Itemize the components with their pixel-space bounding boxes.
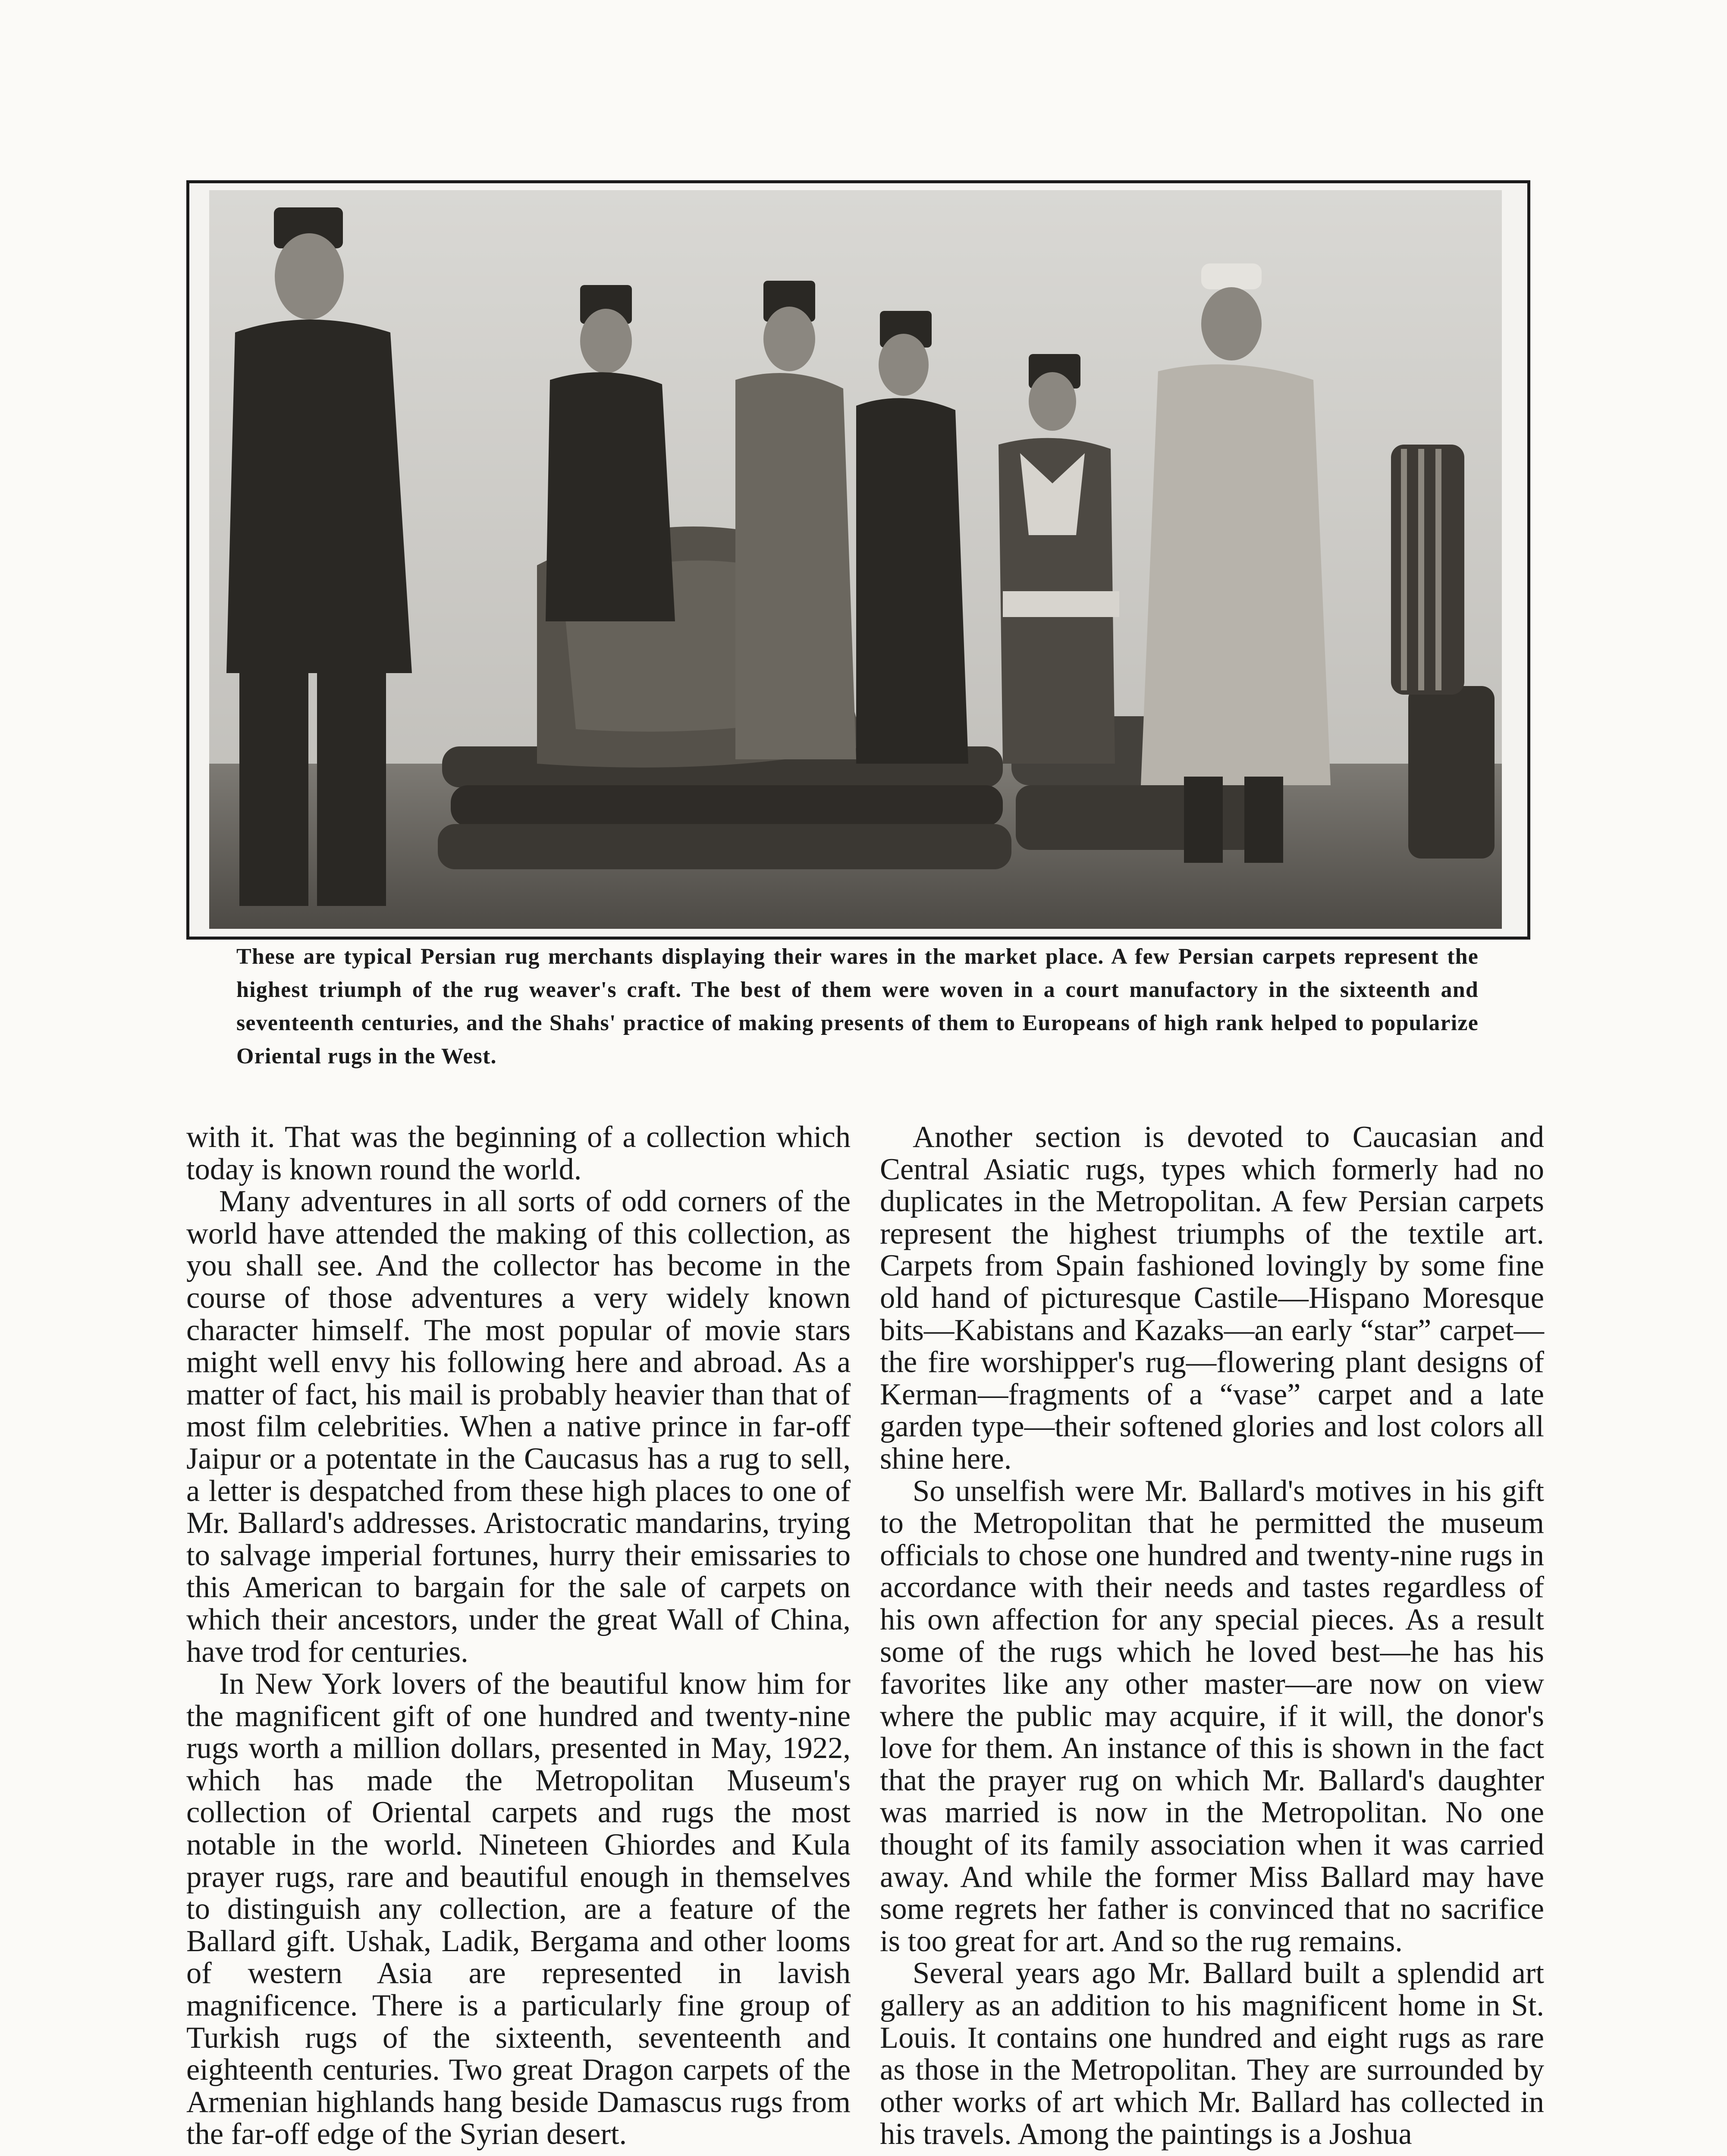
right-text-column xyxy=(880,1121,1544,2150)
paragraph: In New York lovers of the beautiful know him for the magnificent gift of one hundred and twenty-nine rugs worth a million dollars, presented in May, 1922, which has made the Metropolitan Museum's collection of Oriental carpets and rugs the most notable in the world. Nineteen Ghiordes and Kula prayer rugs, rare and beautiful enough in themselves to distinguish any collection, are a feature of the Ballard gift. Ushak, Ladik, Bergama and other looms of western Asia are represented in lavish magnificence. There is a particularly fine group of Turkish rugs of the sixteenth, seventeenth and eighteenth centuries. Two great Dragon carpets of the Armenian highlands hang beside Damascus rugs from the far-off edge of the Syrian desert. xyxy=(186,1667,851,2151)
photo-caption: These are typical Persian rug merchants displaying their wares in the market place. A few Persian carpets represent the highest triumph of the rug weaver's craft. The best of them were woven in a court manufactory in the sixteenth and seventeenth centuries, and the Shahs' practice of making presents of them to Europeans of high rank helped to popularize Oriental rugs in the West. xyxy=(236,944,1479,1069)
paragraph: with it. That was the beginning of a collection which today is known round the world. xyxy=(186,1120,851,1186)
rug-merchants-photo xyxy=(209,190,1502,929)
paragraph: Several years ago Mr. Ballard built a splendid art gallery as an addition to his magnificent home in St. Louis. It contains one hundred and eight rugs as rare as those in the Metropolitan. They are surrounded by other works of art which Mr. Ballard has collected in his travels. Among the paintings is a Joshua xyxy=(880,1956,1544,2151)
paragraph: Another section is devoted to Caucasian and Central Asiatic rugs, types which formerly had no duplicates in the Metropolitan. A few Persian carpets represent the highest triumphs of the textile art. Carpets from Spain fashioned lovingly by some fine old hand of picturesque Castile—Hispano Moresque bits—Kabistans and Kazaks—an early “star” carpet—the fire worshipper's rug—flowering plant designs of Kerman—fragments of a “vase” carpet and a late garden type—their softened glories and lost colors all shine here. xyxy=(880,1120,1544,1476)
paragraph: Many adventures in all sorts of odd corners of the world have attended the making of this collection, as you shall see. And the collector has become in the course of those adventures a very widely known character himself. The most popular of movie stars might well envy his following here and abroad. As a matter of fact, his mail is probably heavier than that of most film celebrities. When a native prince in far-off Jaipur or a potentate in the Caucasus has a rug to sell, a letter is despatched from these high places to one of Mr. Ballard's addresses. Aristocratic mandarins, trying to salvage imperial fortunes, hurry their emissaries to this American to bargain for the sale of carpets on which their ancestors, under the great Wall of China, have trod for centuries. xyxy=(186,1185,851,1669)
paragraph: So unselfish were Mr. Ballard's motives in his gift to the Metropolitan that he permitted the museum officials to chose one hundred and twenty-nine rugs in accordance with their needs and tastes regardless of his own affection for any special pieces. As a result some of the rugs which he loved best—he has his favorites like any other master—are now on view where the public may acquire, if it will, the donor's love for them. An instance of this is shown in the fact that the prayer rug on which Mr. Ballard's daughter was married is now in the Metropolitan. No one thought of its family association when it was carried away. And while the former Miss Ballard may have some regrets her father is convinced that no sacrifice is too great for art. And so the rug remains. xyxy=(880,1474,1544,1958)
left-text-column xyxy=(186,1121,851,2150)
